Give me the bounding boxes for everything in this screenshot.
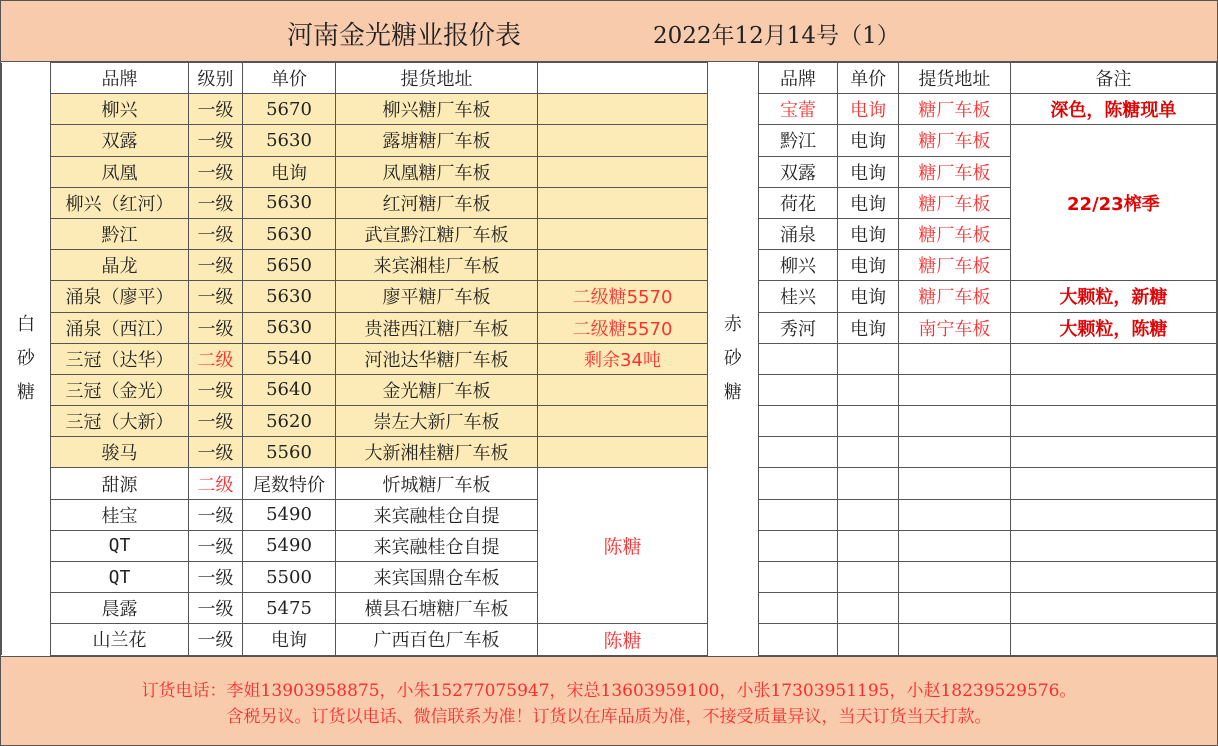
note-cell: 陈糖: [538, 624, 708, 655]
location-cell: 南宁车板: [899, 312, 1011, 343]
grade-cell: 一级: [189, 218, 243, 249]
grade-cell: 一级: [189, 187, 243, 218]
red-sugar-table: [707, 62, 1217, 656]
location-cell: 来宾融桂仓自提: [336, 530, 538, 561]
table-row: [708, 281, 1217, 312]
note-cell: [538, 94, 708, 125]
brand-cell: 双露: [51, 125, 189, 156]
grade-cell: 一级: [189, 374, 243, 405]
brand-cell: QT: [51, 562, 189, 593]
order-terms: 含税另议。订货以电话、微信联系为准！订货以在库品质为准，不接受质量异议，当天订货当天打款。: [226, 707, 992, 727]
empty-row: [708, 562, 1217, 593]
location-cell: 大新湘桂糖厂车板: [336, 437, 538, 468]
price-cell: 电询: [838, 218, 899, 249]
location-cell: 糖厂车板: [899, 281, 1011, 312]
empty-row: [708, 468, 1217, 499]
price-cell: 5630: [243, 125, 336, 156]
grade-cell: 一级: [189, 437, 243, 468]
brand-cell: 三冠（金光）: [51, 374, 189, 405]
brand-cell: 桂兴: [758, 281, 838, 312]
location-cell: 糖厂车板: [899, 187, 1011, 218]
grade-cell: 一级: [189, 406, 243, 437]
price-cell: 5475: [243, 593, 336, 624]
quote-date: 2022年12月14号（1）: [653, 23, 900, 49]
price-sheet: [0, 62, 1218, 656]
brand-cell: QT: [51, 530, 189, 561]
sheet-header: [0, 0, 1218, 62]
price-cell: 5630: [243, 218, 336, 249]
table-row: [2, 437, 708, 468]
price-cell: 5490: [243, 530, 336, 561]
location-cell: 柳兴糖厂车板: [336, 94, 538, 125]
location-cell: 贵港西江糖厂车板: [336, 312, 538, 343]
empty-row: [708, 406, 1217, 437]
table-row: [2, 281, 708, 312]
column-header-note: [538, 63, 708, 94]
column-header-price: 单价: [243, 63, 336, 94]
table-row: [2, 624, 708, 655]
price-cell: 电询: [838, 312, 899, 343]
brand-cell: 涌泉（廖平）: [51, 281, 189, 312]
price-cell: 5630: [243, 281, 336, 312]
column-header-location: 提货地址: [336, 63, 538, 94]
location-cell: 凤凰糖厂车板: [336, 156, 538, 187]
brand-cell: 山兰花: [51, 624, 189, 655]
merged-note-cell: 22/23榨季: [1010, 125, 1216, 281]
column-header-brand: 品牌: [51, 63, 189, 94]
price-cell: 电询: [243, 624, 336, 655]
grade-cell: 一级: [189, 94, 243, 125]
location-cell: 横县石塘糖厂车板: [336, 593, 538, 624]
brand-cell: 骏马: [51, 437, 189, 468]
location-cell: 广西百色厂车板: [336, 624, 538, 655]
price-cell: 5490: [243, 499, 336, 530]
note-cell: [538, 218, 708, 249]
grade-cell: 一级: [189, 530, 243, 561]
grade-cell: 一级: [189, 250, 243, 281]
column-header-brand: 品牌: [758, 63, 838, 94]
brand-cell: 涌泉（西江）: [51, 312, 189, 343]
grade-cell: 一级: [189, 281, 243, 312]
table-row: [2, 406, 708, 437]
page-title: 河南金光糖业报价表: [287, 21, 522, 51]
note-cell: [538, 250, 708, 281]
empty-row: [708, 593, 1217, 624]
brand-cell: 桂宝: [51, 499, 189, 530]
price-cell: 电询: [838, 94, 899, 125]
price-cell: 电询: [243, 156, 336, 187]
contact-phones: 订货电话：李姐13903958875，小朱15277075947，宋总13603959100，小张17303951195，小赵18239529576。: [141, 681, 1077, 701]
location-cell: 来宾湘桂厂车板: [336, 250, 538, 281]
grade-cell: 一级: [189, 125, 243, 156]
contact-footer: [0, 656, 1218, 746]
brand-cell: 三冠（大新）: [51, 406, 189, 437]
note-cell: [538, 374, 708, 405]
price-cell: 电询: [838, 156, 899, 187]
table-row: [2, 468, 708, 499]
note-cell: 大颗粒，陈糖: [1010, 312, 1216, 343]
price-cell: 电询: [838, 281, 899, 312]
merged-note-cell: 陈糖: [538, 468, 708, 624]
brand-cell: 晶龙: [51, 250, 189, 281]
table-row: [2, 374, 708, 405]
location-cell: 糖厂车板: [899, 156, 1011, 187]
price-cell: 5670: [243, 94, 336, 125]
white-sugar-label: 白 砂 糖: [2, 63, 51, 656]
price-cell: 5620: [243, 406, 336, 437]
empty-row: [708, 499, 1217, 530]
brand-cell: 甜源: [51, 468, 189, 499]
table-row: [2, 218, 708, 249]
white-sugar-table: [1, 62, 708, 656]
empty-row: [708, 437, 1217, 468]
location-cell: 糖厂车板: [899, 94, 1011, 125]
note-cell: [538, 406, 708, 437]
price-cell: 5630: [243, 187, 336, 218]
note-cell: 剩余34吨: [538, 343, 708, 374]
table-header-row: [708, 63, 1217, 94]
location-cell: 崇左大新厂车板: [336, 406, 538, 437]
grade-cell: 一级: [189, 593, 243, 624]
location-cell: 武宣黔江糖厂车板: [336, 218, 538, 249]
grade-cell: 二级: [189, 343, 243, 374]
note-cell: [538, 156, 708, 187]
grade-cell: 一级: [189, 156, 243, 187]
note-cell: 二级糖5570: [538, 281, 708, 312]
price-cell: 5630: [243, 312, 336, 343]
grade-cell: 一级: [189, 312, 243, 343]
table-row: [708, 125, 1217, 156]
price-cell: 电询: [838, 125, 899, 156]
empty-row: [708, 530, 1217, 561]
note-cell: 深色，陈糖现单: [1010, 94, 1216, 125]
column-header-note: 备注: [1010, 63, 1216, 94]
table-header-row: [2, 63, 708, 94]
price-cell: 5540: [243, 343, 336, 374]
empty-row: [708, 624, 1217, 655]
table-row: [2, 94, 708, 125]
price-cell: 5650: [243, 250, 336, 281]
brand-cell: 柳兴（红河）: [51, 187, 189, 218]
price-cell: 电询: [838, 187, 899, 218]
location-cell: 河池达华糖厂车板: [336, 343, 538, 374]
location-cell: 来宾融桂仓自提: [336, 499, 538, 530]
note-cell: [538, 125, 708, 156]
location-cell: 廖平糖厂车板: [336, 281, 538, 312]
brand-cell: 宝蕾: [758, 94, 838, 125]
table-row: [2, 156, 708, 187]
table-row: [2, 343, 708, 374]
location-cell: 糖厂车板: [899, 125, 1011, 156]
location-cell: 糖厂车板: [899, 250, 1011, 281]
brand-cell: 三冠（达华）: [51, 343, 189, 374]
empty-row: [708, 343, 1217, 374]
note-cell: 二级糖5570: [538, 312, 708, 343]
note-cell: 大颗粒，新糖: [1010, 281, 1216, 312]
table-row: [708, 312, 1217, 343]
grade-cell: 二级: [189, 468, 243, 499]
price-cell: 尾数特价: [243, 468, 336, 499]
brand-cell: 荷花: [758, 187, 838, 218]
grade-cell: 一级: [189, 624, 243, 655]
brand-cell: 黔江: [758, 125, 838, 156]
brand-cell: 秀河: [758, 312, 838, 343]
brand-cell: 柳兴: [758, 250, 838, 281]
table-row: [708, 94, 1217, 125]
column-header-location: 提货地址: [899, 63, 1011, 94]
location-cell: 忻城糖厂车板: [336, 468, 538, 499]
price-cell: 5560: [243, 437, 336, 468]
table-row: [2, 187, 708, 218]
price-cell: 电询: [838, 250, 899, 281]
brand-cell: 双露: [758, 156, 838, 187]
location-cell: 糖厂车板: [899, 218, 1011, 249]
location-cell: 露塘糖厂车板: [336, 125, 538, 156]
table-row: [2, 125, 708, 156]
note-cell: [538, 187, 708, 218]
brand-cell: 黔江: [51, 218, 189, 249]
column-header-price: 单价: [838, 63, 899, 94]
brand-cell: 凤凰: [51, 156, 189, 187]
grade-cell: 一级: [189, 562, 243, 593]
red-sugar-label: 赤 砂 糖: [708, 63, 759, 656]
table-row: [2, 250, 708, 281]
empty-row: [708, 374, 1217, 405]
brand-cell: 柳兴: [51, 94, 189, 125]
column-header-grade: 级别: [189, 63, 243, 94]
location-cell: 来宾国鼎仓车板: [336, 562, 538, 593]
brand-cell: 涌泉: [758, 218, 838, 249]
table-row: [2, 312, 708, 343]
price-cell: 5640: [243, 374, 336, 405]
brand-cell: 晨露: [51, 593, 189, 624]
location-cell: 金光糖厂车板: [336, 374, 538, 405]
grade-cell: 一级: [189, 499, 243, 530]
price-cell: 5500: [243, 562, 336, 593]
note-cell: [538, 437, 708, 468]
location-cell: 红河糖厂车板: [336, 187, 538, 218]
